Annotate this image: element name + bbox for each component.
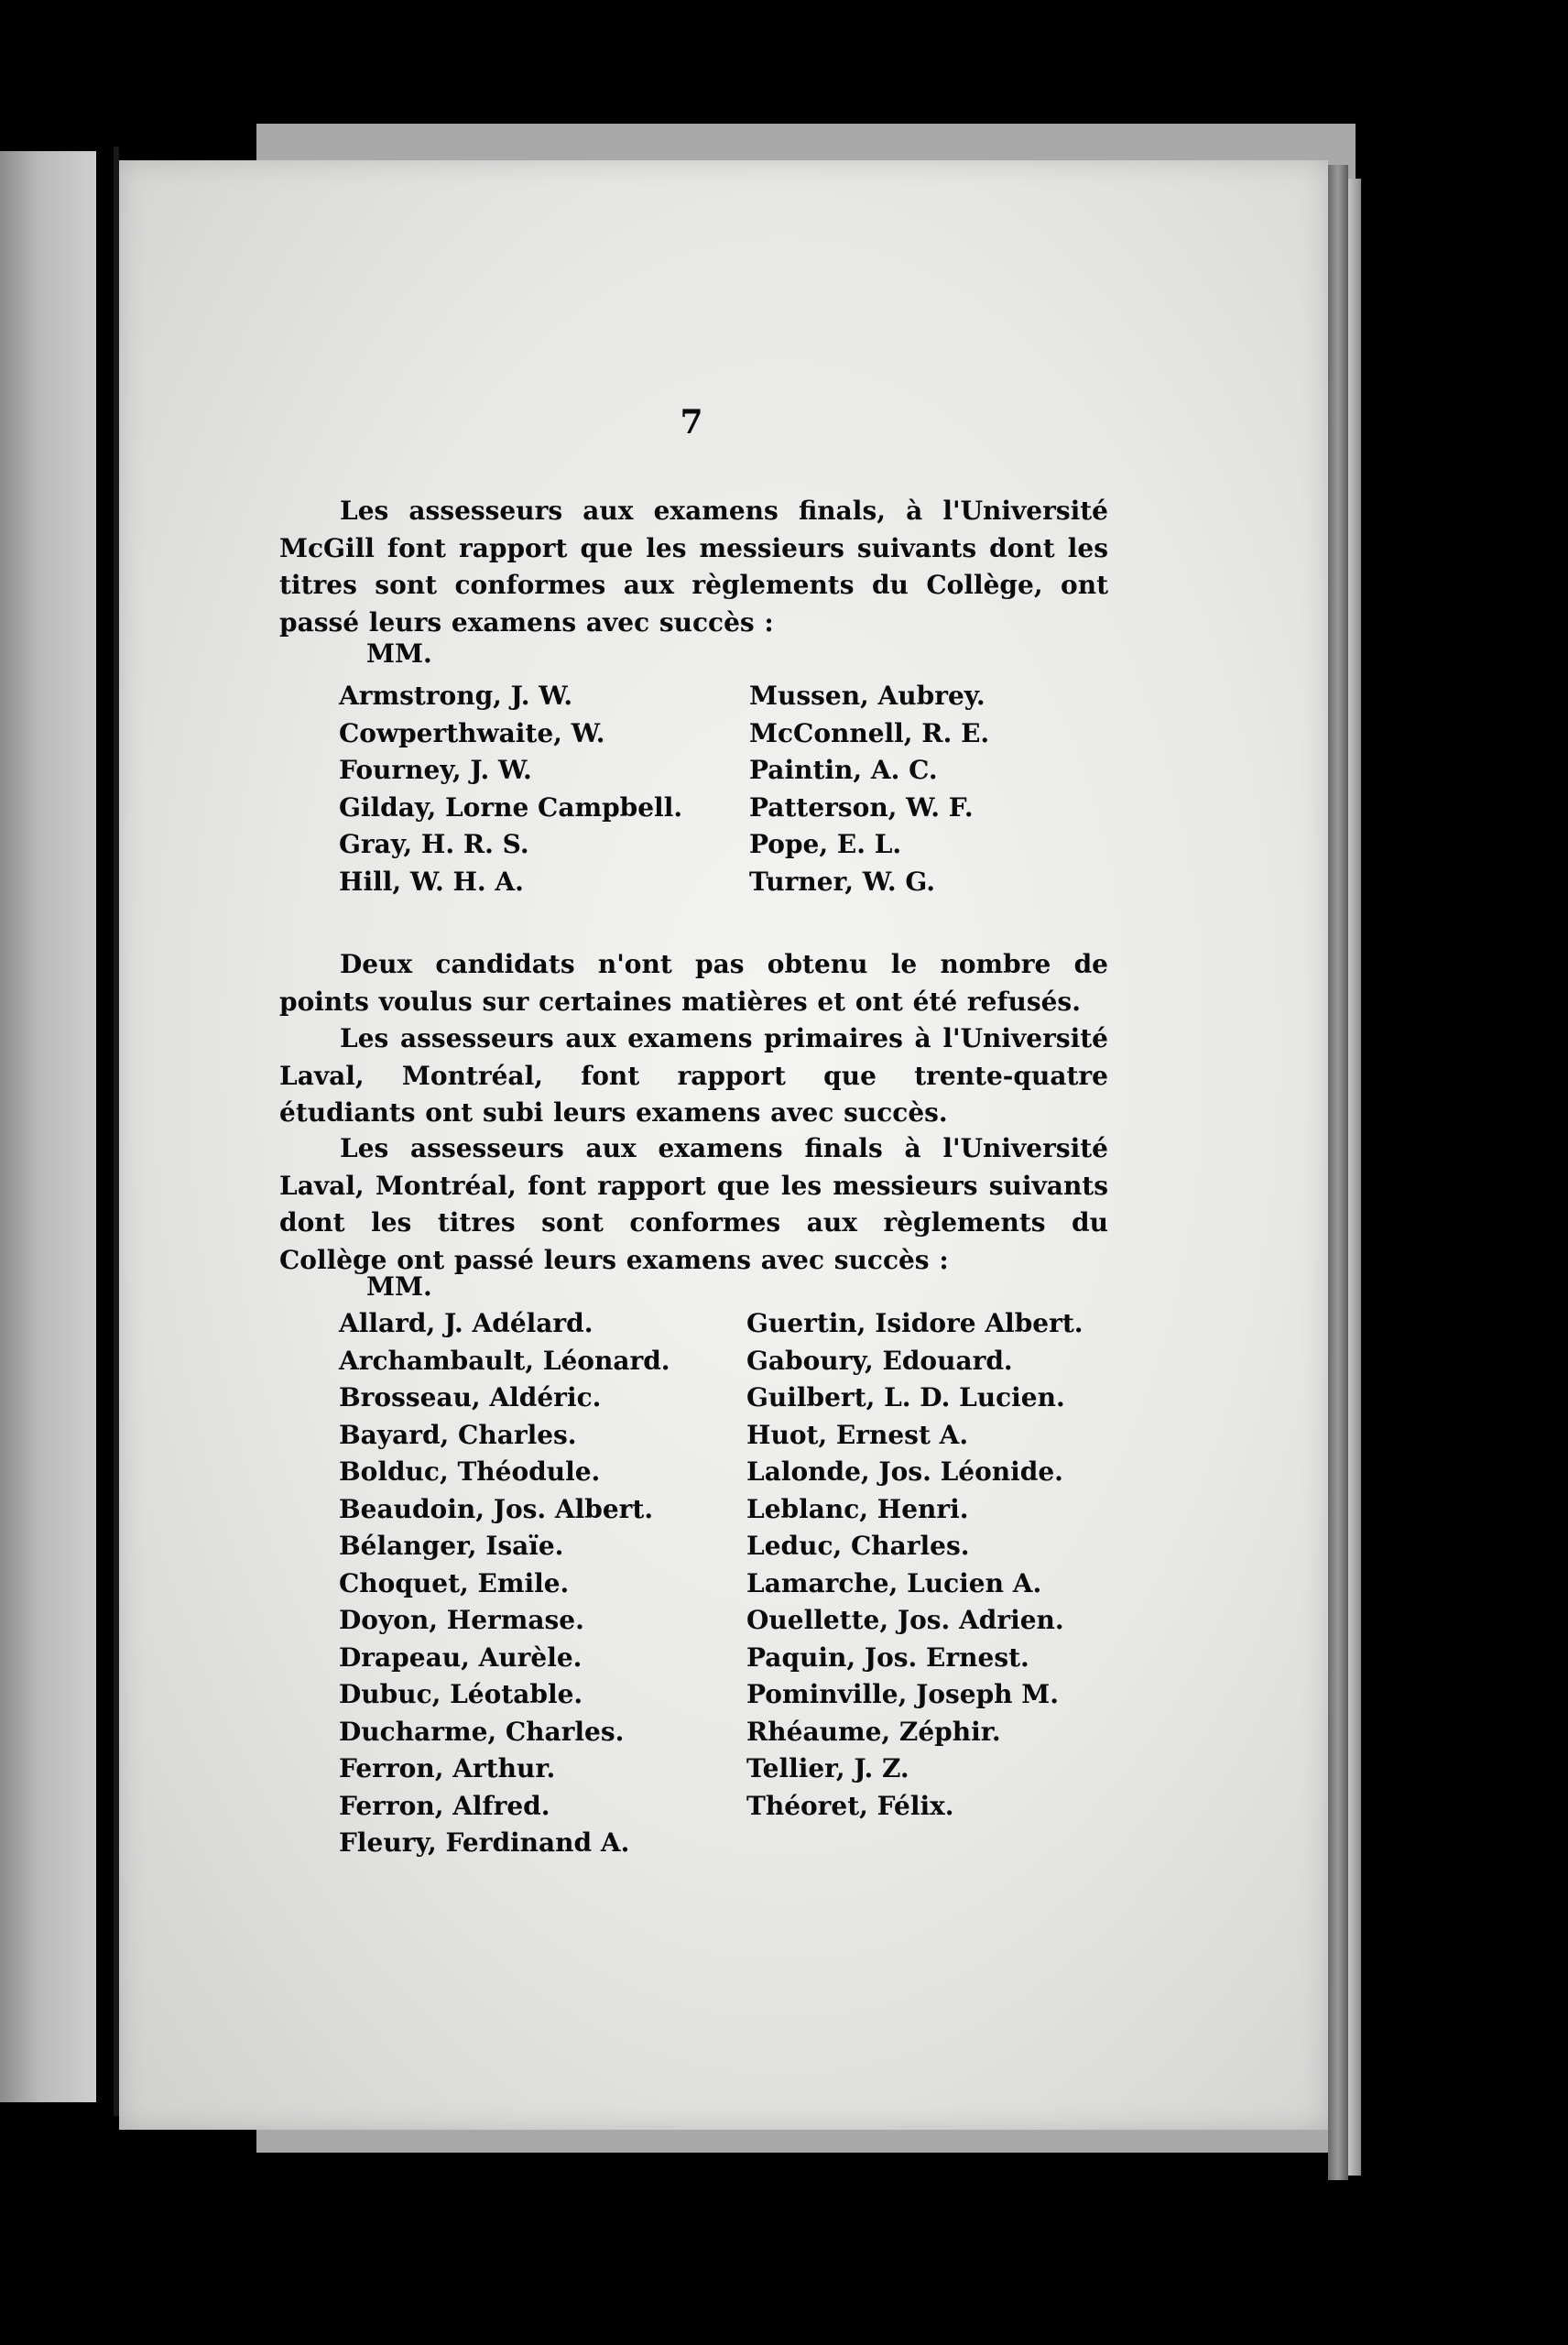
name-entry: Brosseau, Aldéric. <box>339 1382 602 1412</box>
name-entry: Huot, Ernest A. <box>746 1419 969 1450</box>
name-entry: Mussen, Aubrey. <box>749 681 985 711</box>
name-entry: Lalonde, Jos. Léonide. <box>746 1456 1063 1487</box>
name-entry: Doyon, Hermase. <box>339 1605 584 1635</box>
mcgill-list-left <box>339 678 682 900</box>
refused-paragraph: Deux candidats n'ont pas obtenu le nombre de points voulus sur certaines matières et ont été refusés. <box>279 949 1108 1017</box>
name-entry: Bolduc, Théodule. <box>339 1456 601 1487</box>
name-entry: Bélanger, Isaïe. <box>339 1531 564 1561</box>
name-entry: Fourney, J. W. <box>339 755 532 785</box>
name-entry: Paintin, A. C. <box>749 755 938 785</box>
name-entry: McConnell, R. E. <box>749 717 990 748</box>
name-entry: Lamarche, Lucien A. <box>746 1567 1042 1598</box>
name-entry: Ferron, Arthur. <box>339 1753 556 1783</box>
name-entry: Archambault, Léonard. <box>339 1345 670 1376</box>
name-entry: Patterson, W. F. <box>749 791 974 823</box>
name-entry: Leblanc, Henri. <box>746 1493 969 1524</box>
mcgill-intro-paragraph: Les assesseurs aux examens finals, à l'Université McGill font rapport que les messieurs suivants dont les titres sont conformes aux règlements du Collège, ont passé leurs examens avec succès : <box>279 496 1108 638</box>
laval-primary-paragraph: Les assesseurs aux examens primaires à l'Université Laval, Montréal, font rapport que trente-quatre étudiants ont subi leurs examens avec succès. <box>279 1023 1108 1128</box>
name-entry: Pominville, Joseph M. <box>746 1679 1060 1709</box>
name-entry: Paquin, Jos. Ernest. <box>746 1642 1029 1673</box>
name-entry: Ducharme, Charles. <box>339 1716 625 1747</box>
name-entry: Bayard, Charles. <box>339 1419 577 1450</box>
name-entry: Gaboury, Edouard. <box>746 1345 1013 1376</box>
name-entry: Leduc, Charles. <box>746 1531 970 1561</box>
name-entry: Ferron, Alfred. <box>339 1790 550 1821</box>
name-entry: Fleury, Ferdinand A. <box>339 1827 630 1858</box>
laval-heading: MM. <box>366 1271 432 1302</box>
name-entry: Guertin, Isidore Albert. <box>746 1308 1083 1338</box>
name-entry: Cowperthwaite, W. <box>339 717 605 748</box>
page-edge-shadow <box>1328 165 1348 2180</box>
name-entry: Ouellette, Jos. Adrien. <box>746 1605 1064 1635</box>
name-entry: Pope, E. L. <box>749 829 902 859</box>
name-entry: Gilday, Lorne Campbell. <box>339 791 683 823</box>
facing-page-edge <box>0 151 96 2102</box>
name-entry: Hill, W. H. A. <box>339 866 524 897</box>
name-entry: Théoret, Félix. <box>746 1790 954 1821</box>
name-entry: Tellier, J. Z. <box>746 1753 909 1783</box>
name-entry: Turner, W. G. <box>749 866 935 897</box>
name-entry: Armstrong, J. W. <box>339 681 573 711</box>
laval-list-left <box>339 1305 670 1862</box>
name-entry: Gray, H. R. S. <box>339 829 529 859</box>
name-entry: Guilbert, L. D. Lucien. <box>746 1382 1065 1412</box>
page-edge-highlight <box>1348 179 1361 2176</box>
name-entry: Rhéaume, Zéphir. <box>746 1716 1001 1747</box>
name-entry: Choquet, Emile. <box>339 1567 570 1598</box>
laval-list-right <box>746 1305 1083 1825</box>
laval-final-paragraph: Les assesseurs aux examens finals à l'Université Laval, Montréal, font rapport que les messieurs suivants dont les titres sont conformes aux règlements du Collège ont passé leurs examens avec succès : <box>279 1133 1108 1275</box>
name-entry: Drapeau, Aurèle. <box>339 1642 583 1673</box>
name-entry: Dubuc, Léotable. <box>339 1679 583 1709</box>
mcgill-list-right <box>749 678 989 900</box>
mcgill-heading: MM. <box>366 638 432 669</box>
page-number: 7 <box>680 403 703 442</box>
name-entry: Allard, J. Adélard. <box>339 1308 593 1338</box>
name-entry: Beaudoin, Jos. Albert. <box>339 1493 654 1524</box>
